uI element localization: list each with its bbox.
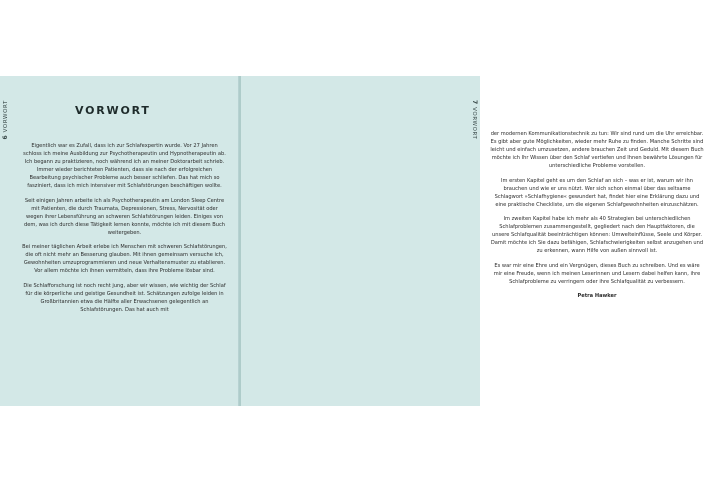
paragraph: Die Schlafforschung ist noch recht jung, aber wir wissen, wie wichtig der Schlaf für die körperliche und geistige Gesundheit ist. Schätzungen zufolge leiden in Großbritannien etwa die Hälfte aller Erwachsenen gelegentlich an Schlafstörungen. Das hat auch mit (23, 282, 226, 313)
left-page (0, 76, 239, 406)
paragraph: Bei meiner täglichen Arbeit erlebe ich Menschen mit schweren Schlafstörungen, die oft nicht mehr an Besserung glauben. Mit ihnen gemeinsam versuche ich, Gewohnheiten umzuprogrammieren und neue Verhaltensmuster zu etablieren. Vor allem möchte ich ihnen vermitteln, dass ihre Probleme lösbar sind. (22, 244, 227, 274)
right-body-text (490, 130, 704, 307)
paragraph: Es war mir eine Ehre und ein Vergnügen, dieses Buch zu schreiben. Und es wäre mir eine Freude, wenn ich meinen Leserinnen und Lesern dabei helfen kann, ihre Schlafprobleme zu verringern oder ihre Schlafqualität zu verbessern. (493, 262, 701, 285)
right-page (241, 76, 704, 406)
chapter-heading: VORWORT (75, 104, 151, 117)
paragraph: Seit einigen Jahren arbeite ich als Psychotherapeutin am London Sleep Centre mit Patienten, die durch Traumata, Depressionen, Stress, Nervosität oder wegen ihrer Lebensführung an schweren Schlafstörungen leiden. Einiges von dem, was ich durch diese Tätigkeit lernen konnte, möchte ich mit diesem Buch weitergeben. (24, 197, 225, 236)
paragraph: der modernen Kommunikationstechnik zu tun: Wir sind rund um die Uhr erreichbar. Es gibt aber gute Möglichkeiten, wieder mehr Ruhe zu finden. Manche Schritte sind leicht und einfach umzusetzen, andere brauchen Zeit und Geduld. Mit diesem Buch möchte ich Ihr Wissen über den Schlaf vertiefen und Ihnen bewährte Lösungen für unterschiedliche Probleme vorstellen. (490, 131, 704, 169)
paragraph: Im ersten Kapitel geht es um den Schlaf an sich – was er ist, warum wir ihn brauchen und wie er uns nützt. Wer sich schon einmal über das seltsame Schlagwort »Schlafhygiene« gewundert hat, findet hier eine Erklärung dazu und eine praktische Checkliste, um die eigenen Schlafgewohnheiten einzuschätzen. (494, 177, 700, 208)
left-body-text (22, 142, 227, 320)
left-page-number: 6 (2, 134, 9, 140)
paragraph: Eigentlich war es Zufall, dass ich zur Schlafexpertin wurde. Vor 27 Jahren schloss ich meine Ausbildung zur Psychotherapeutin und Hypnotherapeutin ab. Ich begann zu praktizieren, noch während ich an meiner Doktorarbeit schrieb. Immer wieder berichteten Patienten, dass sie nach der erfolgreichen Bearbeitung psychischer Probleme auch besser schliefen. Das hat mich so fasziniert, dass ich mich intensiver mit Schlafstörungen beschäftigen wollte. (23, 143, 226, 189)
left-side-tab (2, 100, 9, 139)
right-page-number: 7 (471, 100, 478, 105)
left-section-label: VORWORT (3, 100, 9, 133)
book-spread (0, 76, 704, 406)
author-signature: Petra Hawker (577, 293, 617, 299)
right-section-label: VORWORT (471, 107, 477, 140)
right-side-tab (471, 100, 478, 139)
paragraph: Im zweiten Kapitel habe ich mehr als 40 Strategien bei unterschiedlichen Schlafproblemen zusammengestellt, gegliedert nach den Hauptfaktoren, die unsere Schlafqualität beeinträchtigen können: Umwelteinflüsse, Seele und Körper. Damit möchte ich Sie dazu befähigen, Schlafschwierigkeiten selbst anzugehen und zu erkennen, wann Hilfe von außen sinnvoll ist. (490, 216, 704, 254)
